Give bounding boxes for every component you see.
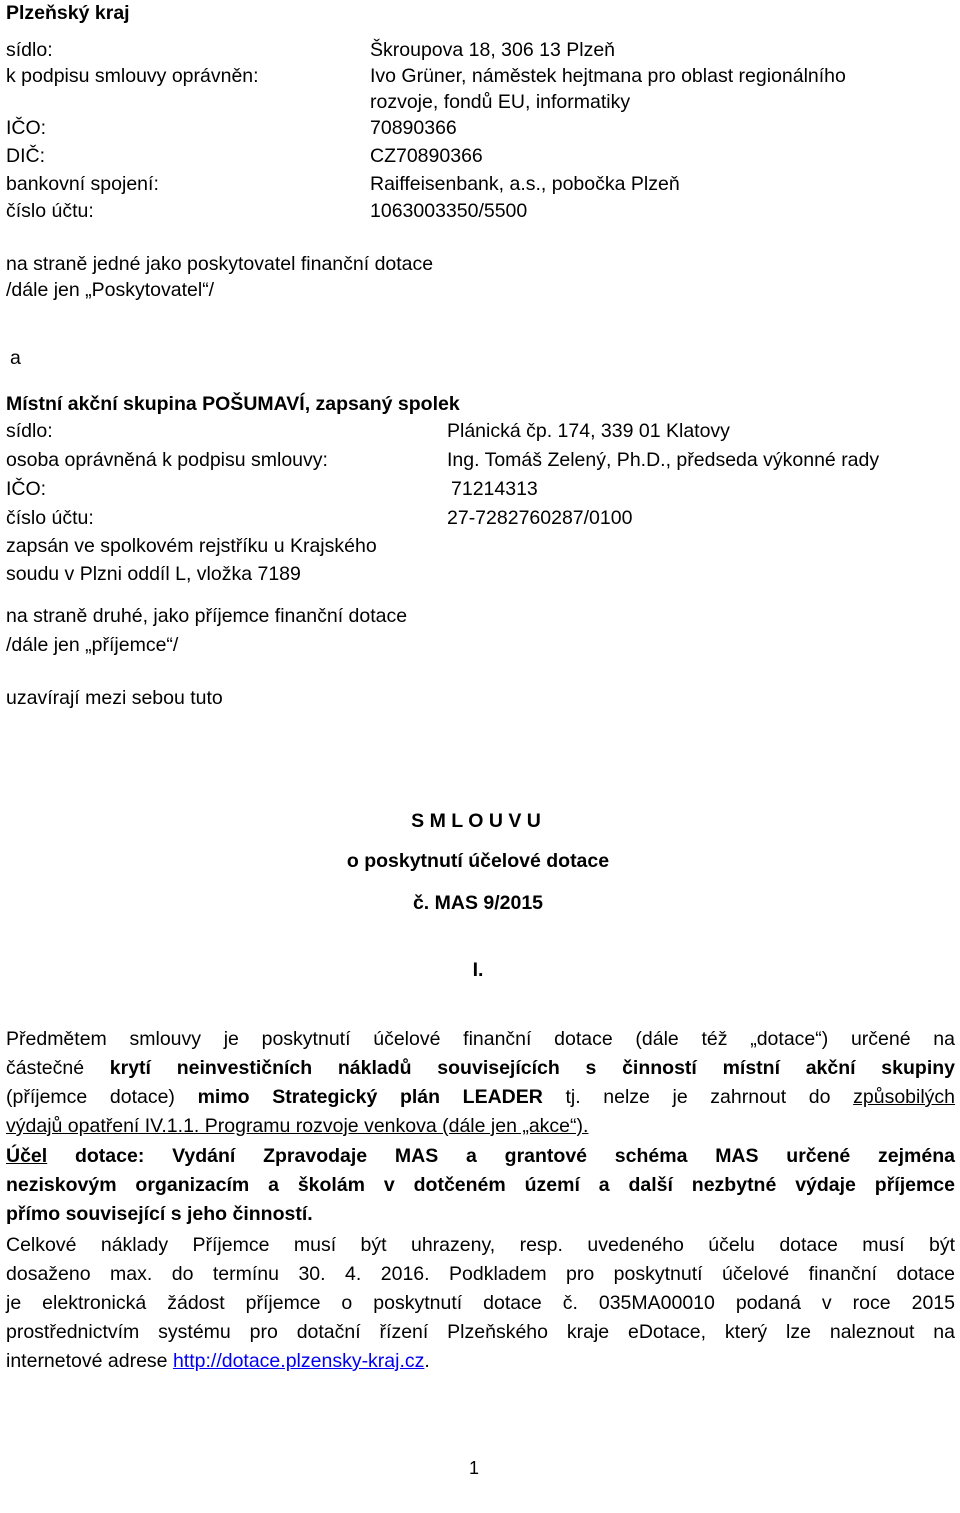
conjunction: a xyxy=(10,347,21,369)
section-number: I. xyxy=(472,959,484,981)
recipient-name: Místní akční skupina POŠUMAVÍ, zapsaný spolek xyxy=(6,393,460,415)
subject-paragraph xyxy=(6,1025,955,1141)
subject-line-3a: (příjemce dotace) xyxy=(6,1086,198,1108)
provider-ico-label: IČO: xyxy=(6,117,47,139)
page-number: 1 xyxy=(468,1458,479,1478)
costs-line-1: Celkové náklady Příjemce musí být uhrazeny, resp. uvedeného účelu dotace musí být xyxy=(6,1234,955,1256)
provider-signatory-label: k podpisu smlouvy oprávněn: xyxy=(6,65,259,87)
recipient-role-line2: /dále jen „příjemce“/ xyxy=(6,634,179,656)
provider-bank-value: Raiffeisenbank, a.s., pobočka Plzeň xyxy=(370,173,680,195)
purpose-line-2: neziskovým organizacím a školám v dotčeném území a další nezbytné výdaje příjemce xyxy=(6,1174,955,1196)
subject-line-3d: způsobilých xyxy=(853,1086,956,1108)
contract-subtitle: o poskytnutí účelové dotace xyxy=(346,850,610,872)
provider-signatory-value-cont: rozvoje, fondů EU, informatiky xyxy=(370,91,631,113)
provider-role-line2: /dále jen „Poskytovatel“/ xyxy=(6,279,215,301)
costs-paragraph xyxy=(6,1231,955,1376)
provider-seat-label: sídlo: xyxy=(6,39,53,61)
contract-title: S M L O U V U xyxy=(411,810,541,832)
provider-name: Plzeňský kraj xyxy=(6,2,130,24)
contract-number: č. MAS 9/2015 xyxy=(412,892,544,914)
provider-account-value: 1063003350/5500 xyxy=(370,200,528,222)
recipient-signatory-label: osoba oprávněná k podpisu smlouvy: xyxy=(6,449,328,471)
provider-signatory-value: Ivo Grüner, náměstek hejtmana pro oblast regionálního xyxy=(370,65,846,87)
subject-line-2 xyxy=(6,1054,955,1083)
costs-line-3: je elektronická žádost příjemce o poskytnutí dotace č. 035MA00010 podaná v roce 2015 xyxy=(6,1292,955,1314)
recipient-seat-label: sídlo: xyxy=(6,420,53,442)
subject-line-2b: krytí neinvestičních nákladů souvisejících s činností místní akční skupiny xyxy=(109,1057,955,1079)
recipient-seat-value: Plánická čp. 174, 339 01 Klatovy xyxy=(447,420,730,442)
subject-line-3b: mimo Strategický plán LEADER xyxy=(197,1086,543,1108)
provider-ico-value: 70890366 xyxy=(370,117,457,139)
edotace-link[interactable]: http://dotace.plzensky-kraj.cz xyxy=(172,1350,425,1372)
recipient-ico-label: IČO: xyxy=(6,478,47,500)
concluding-line: uzavírají mezi sebou tuto xyxy=(6,687,223,709)
provider-dic-label: DIČ: xyxy=(6,145,45,167)
provider-bank-label: bankovní spojení: xyxy=(6,173,159,195)
costs-line-4: prostřednictvím systému pro dotační řízení Plzeňského kraje eDotace, který lze naleznout na xyxy=(6,1321,955,1343)
recipient-ico-value: 71214313 xyxy=(451,478,538,500)
recipient-register-line2: soudu v Plzni oddíl L, vložka 7189 xyxy=(6,563,301,585)
purpose-line-1 xyxy=(6,1142,955,1171)
purpose-paragraph xyxy=(6,1142,955,1229)
subject-line-1: Předmětem smlouvy je poskytnutí účelové finanční dotace (dále též „dotace“) určené na xyxy=(6,1028,955,1050)
purpose-line-3: přímo související s jeho činností. xyxy=(6,1203,313,1225)
provider-dic-value: CZ70890366 xyxy=(370,145,483,167)
subject-line-3c: tj. nelze je zahrnout do xyxy=(542,1086,854,1108)
purpose-label: Účel xyxy=(6,1145,48,1167)
subject-line-3 xyxy=(6,1083,955,1112)
provider-seat-value: Škroupova 18, 306 13 Plzeň xyxy=(370,39,616,61)
provider-account-label: číslo účtu: xyxy=(6,200,94,222)
provider-role-line1: na straně jedné jako poskytovatel finanční dotace xyxy=(6,253,434,275)
recipient-register-line1: zapsán ve spolkovém rejstříku u Krajského xyxy=(6,535,377,557)
costs-line-5 xyxy=(6,1347,955,1376)
costs-line-2: dosaženo max. do termínu 30. 4. 2016. Podkladem pro poskytnutí účelové finanční dotace xyxy=(6,1263,955,1285)
recipient-signatory-value: Ing. Tomáš Zelený, Ph.D., předseda výkonné rady xyxy=(447,449,880,471)
costs-line-5a: internetové adrese xyxy=(6,1350,173,1372)
recipient-account-label: číslo účtu: xyxy=(6,507,94,529)
recipient-account-value: 27-7282760287/0100 xyxy=(447,507,633,529)
subject-line-4: výdajů opatření IV.1.1. Programu rozvoje venkova (dále jen „akce“). xyxy=(6,1115,589,1137)
purpose-line-1b: dotace: Vydání Zpravodaje MAS a grantové schéma MAS určené zejména xyxy=(47,1145,955,1167)
costs-line-5b: . xyxy=(424,1350,430,1372)
subject-line-2a: částečné xyxy=(6,1057,110,1079)
recipient-role-line1: na straně druhé, jako příjemce finanční dotace xyxy=(6,605,408,627)
